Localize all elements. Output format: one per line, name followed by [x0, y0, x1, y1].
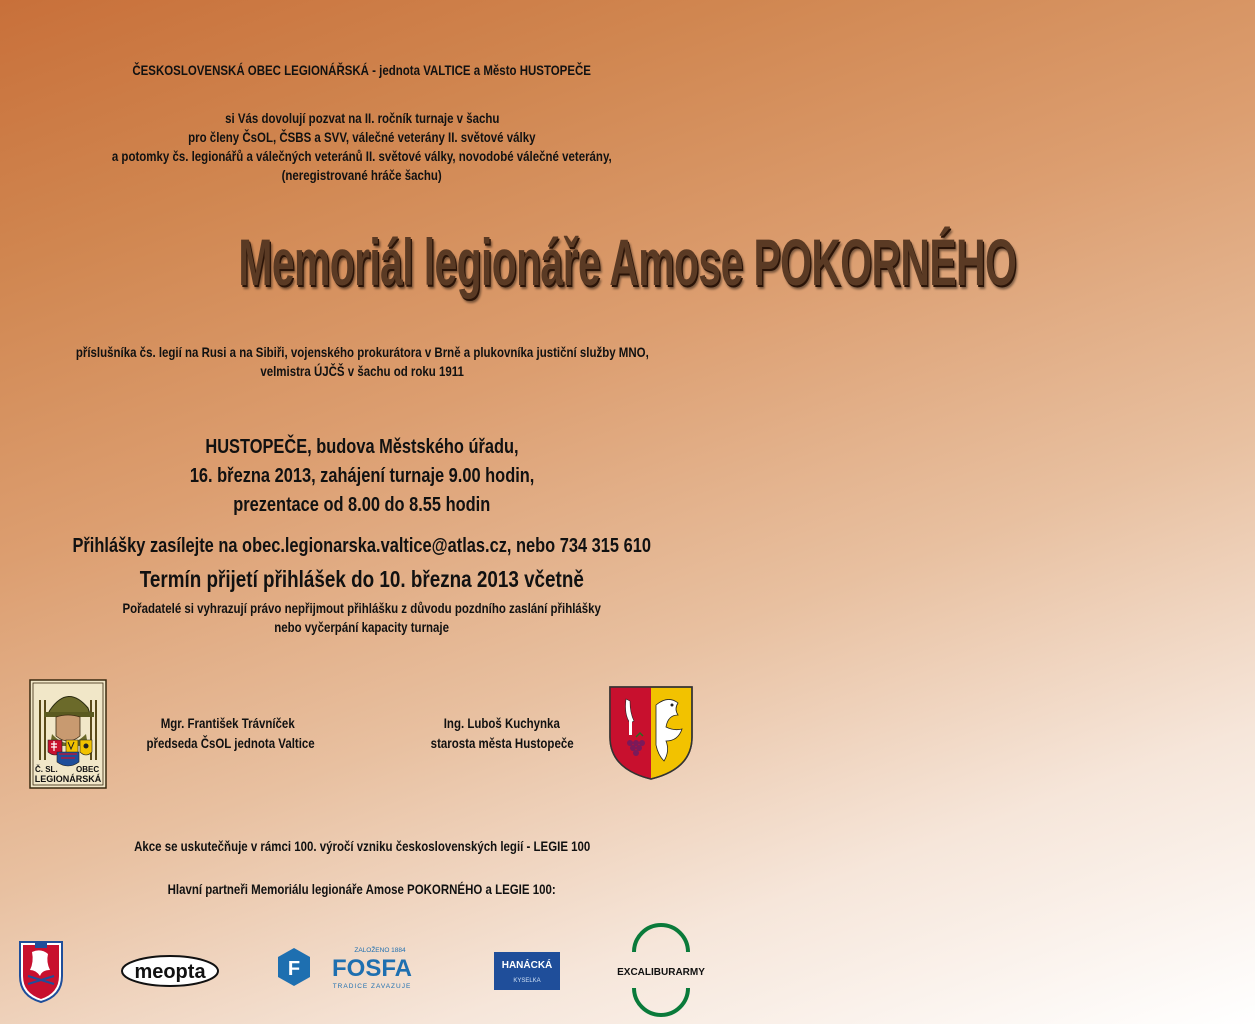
partners-heading: Hlavní partneři Memoriálu legionáře Amose POKORNÉHO a LEGIE 100:	[167, 881, 557, 897]
registration-note: Pořadatelé si vyhrazují právo nepřijmout přihlášku z důvodu pozdního zaslání přihlášky nebo vyčerpání kapacity turnaje	[122, 600, 602, 635]
fosfa-wordmark: FOSFA	[331, 955, 413, 982]
signature-left	[128, 713, 328, 753]
meopta-wordmark: meopta	[134, 961, 206, 983]
invitation-line: a potomky čs. legionářů a válečných veteránů II. světové války, novodobé válečné veterány,	[112, 148, 612, 164]
signature-right-name: Ing. Luboš Kuchynka	[443, 715, 561, 731]
fosfa-founded: ZALOŽENO 1884	[354, 947, 406, 954]
excalibur-army-logo	[612, 946, 710, 994]
occasion-text: Akce se uskutečňuje v rámci 100. výročí vzniku československých legií - LEGIE 100	[133, 838, 591, 854]
csol-label-top: Č. SL.	[35, 765, 58, 774]
invitation-line: (neregistrované hráče šachu)	[281, 167, 443, 183]
organizers-line: ČESKOSLOVENSKÁ OBEC LEGIONÁŘSKÁ - jednota VALTICE a Město HUSTOPEČE	[132, 62, 592, 78]
signature-right	[412, 713, 592, 753]
signature-left-role: předseda ČsOL jednota Valtice	[146, 735, 315, 751]
csol-emblem	[30, 680, 106, 788]
invitation-text	[0, 109, 724, 185]
meopta-logo	[120, 954, 220, 988]
military-emblem-logo	[18, 940, 64, 1004]
event-title: Memoriál legionáře Amose POKORNÉHO	[238, 225, 1017, 299]
fosfa-logo	[276, 944, 440, 994]
venue-info: HUSTOPEČE, budova Městského úřadu, 16. března 2013, zahájení turnaje 9.00 hodin, prezentace od 8.00 do 8.55 hodin	[189, 436, 535, 516]
registration-contact: Přihlášky zasílejte na obec.legionarska.valtice@atlas.cz, nebo 734 315 610	[72, 535, 652, 557]
signature-left-name: Mgr. František Trávníček	[161, 715, 295, 731]
signature-right-role: starosta města Hustopeče	[430, 735, 574, 751]
hanacka-subtext: KYSELKA	[513, 978, 541, 984]
csol-label-right: OBEC	[76, 765, 100, 774]
csol-label-bottom: LEGIONÁRSKÁ	[34, 774, 102, 784]
honoree-description: příslušníka čs. legií na Rusi a na Sibiři, vojenského prokurátora v Brně a plukovníka justiční služby MNO, velmistra ÚJČŠ v šachu od roku 1911	[75, 344, 649, 379]
invitation-line: pro členy ČsOL, ČSBS a SVV, válečné veterány II. světové války	[188, 129, 536, 145]
hanacka-wordmark: HANÁCKÁ	[501, 960, 553, 971]
hanacka-logo	[494, 952, 560, 990]
invitation-line: si Vás dovolují pozvat na II. ročník turnaje v šachu	[224, 110, 500, 126]
svg-text:F: F	[287, 958, 301, 980]
excalibur-wordmark: EXCALIBURARMY	[617, 967, 705, 978]
hustopece-coat-of-arms	[608, 685, 694, 781]
fosfa-tagline: TRADICE ZAVAZUJE	[332, 983, 412, 990]
registration-deadline: Termín přijetí přihlášek do 10. března 2013 včetně	[139, 566, 585, 592]
